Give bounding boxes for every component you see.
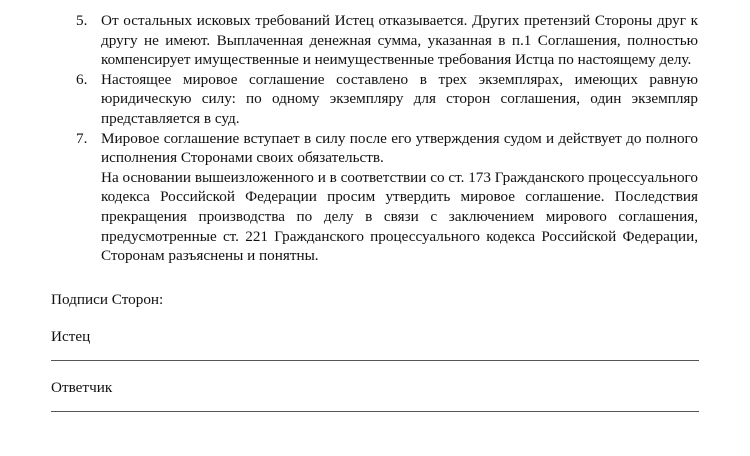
clause-number: 7. <box>76 129 88 147</box>
clause-number: 6. <box>76 70 88 88</box>
clause-text: Мировое соглашение вступает в силу после его утверждения судом и действует до полного исполнения Сторонами своих обязательств. <box>101 129 698 167</box>
clause-item-5 <box>76 11 698 70</box>
agreement-clauses-list <box>76 11 698 266</box>
clause-text: Настоящее мировое соглашение составлено в трех экземплярах, имеющих равную юридическую силу: по одному экземпляру для сторон соглашения, один экземпляр представляется в суд. <box>101 70 698 127</box>
clause-text: От остальных исковых требований Истец отказывается. Других претензий Стороны друг к другу не имеют. Выплаченная денежная сумма, указанная в п.1 Соглашения, полностью компенсирует имущественные и неимущественные требования Истца по настоящему делу. <box>101 12 698 69</box>
defendant-signature-line <box>51 411 699 412</box>
signatures-heading: Подписи Сторон: <box>51 291 164 308</box>
clause-number: 5. <box>76 12 88 29</box>
plaintiff-label: Истец <box>51 328 91 345</box>
plaintiff-signature-line <box>51 360 699 361</box>
clause-item-6 <box>76 70 698 129</box>
clause-continuation-paragraph: На основании вышеизложенного и в соответствии со ст. 173 Гражданского процессуального кодекса Российской Федерации просим утвердить мировое соглашение. Последствия прекращения производства по делу в связи с заключением мирового соглашения, предусмотренные ст. 221 Гражданского процессуального кодекса Российской Федерации, Сторонам разъяснены и понятны. <box>101 168 698 265</box>
defendant-label: Ответчик <box>51 379 113 396</box>
clause-item-7 <box>76 129 698 266</box>
